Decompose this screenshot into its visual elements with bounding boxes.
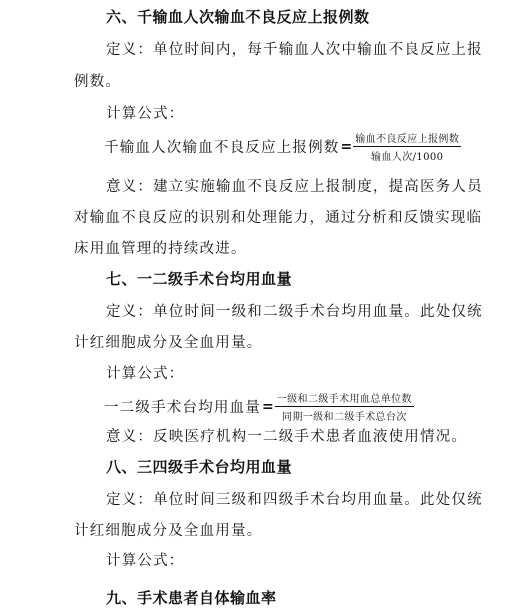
section-8-heading: 八、三四级手术台均用血量 <box>106 458 293 476</box>
section-7-heading: 七、一二级手术台均用血量 <box>106 270 293 288</box>
section-6-heading: 六、千输血人次输血不良反应上报例数 <box>106 8 370 26</box>
section-6-meaning-line-3: 床用血管理的持续改进。 <box>74 241 247 257</box>
section-6-definition-line-2: 例数。 <box>74 74 122 90</box>
section-9-heading: 九、手术患者自体输血率 <box>106 589 277 607</box>
formula-lhs: 一二级手术台均用血量 <box>104 400 261 416</box>
equals-sign: = <box>340 138 353 155</box>
section-6-definition-line-1: 定义：单位时间内，每千输血人次中输血不良反应上报 <box>106 42 483 58</box>
section-6-meaning-line-1: 意义：建立实施输血不良反应上报制度，提高医务人员 <box>106 179 483 195</box>
equals-sign: = <box>262 398 274 415</box>
formula-denominator: 同期一级和二级手术总台次 <box>281 412 407 423</box>
formula-numerator: 一级和二级手术用血总单位数 <box>275 390 414 407</box>
formula-lhs: 千输血人次输血不良反应上报例数 <box>104 140 340 156</box>
section-7-calc-label: 计算公式： <box>106 366 185 382</box>
section-8-calc-label: 计算公式： <box>106 553 185 569</box>
formula-fraction <box>353 130 461 163</box>
section-7-formula <box>104 390 414 423</box>
section-7-definition-line-2: 计红细胞成分及全血用量。 <box>74 335 263 351</box>
section-7-definition-line-1: 定义：单位时间一级和二级手术台均用血量。此处仅统 <box>106 304 483 320</box>
section-6-meaning-line-2: 对输血不良反应的识别和处理能力，通过分析和反馈实现临 <box>74 210 483 226</box>
section-6-formula <box>104 130 461 163</box>
section-8-definition-line-2: 计红细胞成分及全血用量。 <box>74 523 263 539</box>
section-8-definition-line-1: 定义：单位时间三级和四级手术台均用血量。此处仅统 <box>106 492 483 508</box>
formula-fraction <box>275 390 414 423</box>
section-6-calc-label: 计算公式： <box>106 106 185 122</box>
formula-numerator: 输血不良反应上报例数 <box>353 130 461 147</box>
section-7-meaning-line-1: 意义：反映医疗机构一二级手术患者血液使用情况。 <box>106 429 468 445</box>
formula-denominator: 输血人次/1000 <box>371 152 444 163</box>
